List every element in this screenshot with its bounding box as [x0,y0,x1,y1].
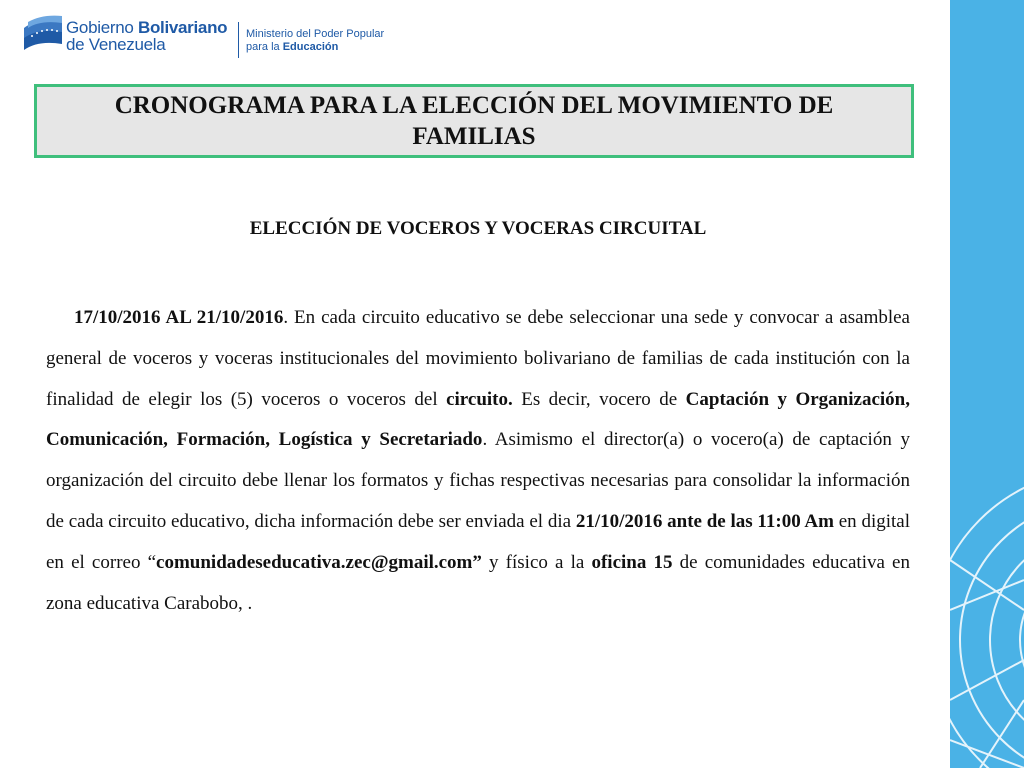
government-name-line1: Gobierno Bolivariano [66,18,228,37]
vocero-roles: Captación y Organización, Comunicación, Formación, Logística y Secretariado [46,388,910,451]
ministry-line1: Ministerio del Poder Popular [246,28,385,40]
section-subtitle: ELECCIÓN DE VOCEROS Y VOCERAS CIRCUITAL [249,218,707,239]
date-range: 17/10/2016 AL 21/10/2016 [74,307,284,328]
title-box [34,84,914,158]
body-paragraph: 17/10/2016 AL 21/10/2016. En cada circuito educativo se debe seleccionar una sede y convocar a asamblea general de voceros y voceras institucionales del movimiento bolivariano de familias de cada institución con la finalidad de elegir los (5) voceros o voceros del circuito. Es decir, vocero de Captación y Organización, Comunicación, Formación, Logística y Secretariado. Asimismo el director(a) o vocero(a) de captación y organización del circuito debe llenar los formatos y fichas respectivas necesarias para consolidar la información de cada circuito educativo, dicha información debe ser enviada el dia 21/10/2016 ante de las 11:00 Am en digital en el correo “comunidadeseducativa.zec@gmail.com” y físico a la oficina 15 de comunidades educativa en zona educativa Carabobo, . [46,307,910,614]
email-address: comunidadeseducativa.zec@gmail.com” [156,551,482,573]
decorative-circles-icon [950,0,1024,768]
office-number: oficina 15 [591,551,673,573]
deadline: 21/10/2016 ante de las 11:00 Am [575,510,834,532]
government-name-line2: de Venezuela [66,35,166,54]
decorative-side-strip [950,0,1024,768]
page-title: CRONOGRAMA PARA LA ELECCIÓN DEL MOVIMIENTO DE FAMILIAS [114,92,834,150]
logo-divider [238,22,239,58]
venezuela-flag-logo-icon [22,14,64,56]
header-logo [22,12,402,62]
ministry-line2: para la Educación [246,41,339,53]
